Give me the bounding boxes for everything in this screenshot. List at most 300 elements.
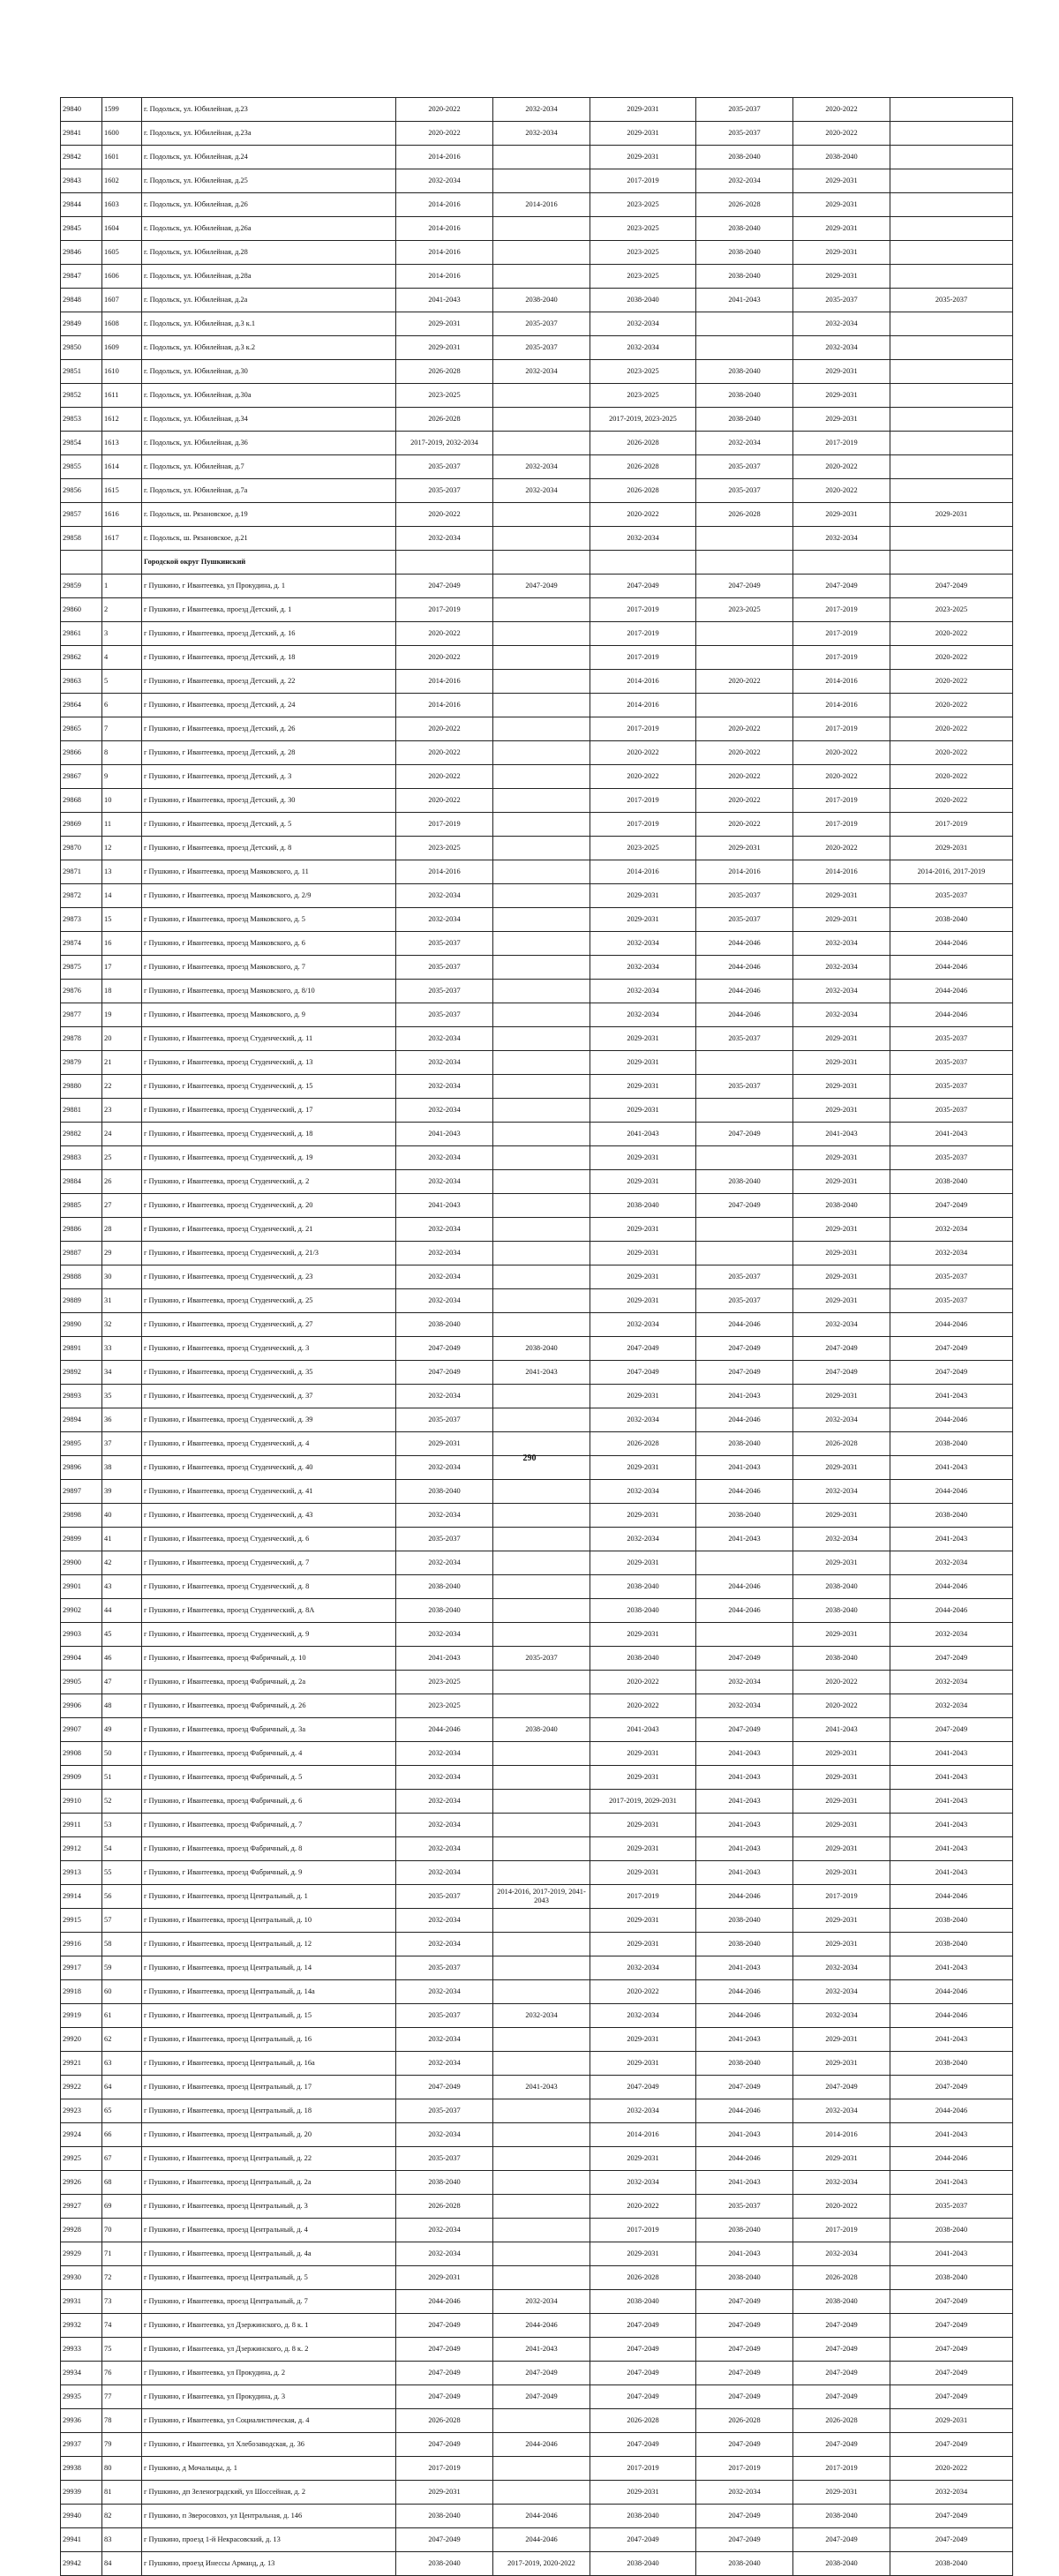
cell-period-col-5: 2047-2049 xyxy=(793,2338,890,2362)
cell-record-number: 29862 xyxy=(61,646,102,670)
cell-period-col-2 xyxy=(493,1551,590,1575)
table-row xyxy=(61,1575,1013,1599)
cell-address: г Пушкино, г Ивантеевка, проезд Центральный, д. 18 xyxy=(142,2099,396,2123)
cell-period-col-2: 2047-2049 xyxy=(493,575,590,598)
cell-period-col-3: 2041-2043 xyxy=(590,1718,696,1742)
cell-period-col-1: 2035-2037 xyxy=(396,2147,493,2171)
cell-period-col-1: 2035-2037 xyxy=(396,2004,493,2028)
cell-period-col-3: 2032-2034 xyxy=(590,1480,696,1504)
cell-address: г. Подольск, ул. Юбилейная, д.28 xyxy=(142,241,396,265)
cell-address: г Пушкино, г Ивантеевка, проезд Фабричный, д. 3а xyxy=(142,1718,396,1742)
cell-period-col-1: 2020-2022 xyxy=(396,765,493,789)
cell-period-col-5: 2029-2031 xyxy=(793,360,890,384)
cell-period-col-5: 2020-2022 xyxy=(793,479,890,503)
cell-period-col-2 xyxy=(493,1075,590,1099)
cell-period-col-2 xyxy=(493,980,590,1003)
cell-record-number: 29867 xyxy=(61,765,102,789)
cell-item-number: 1601 xyxy=(102,146,142,169)
cell-record-number: 29912 xyxy=(61,1837,102,1861)
cell-period-col-4: 2038-2040 xyxy=(696,265,793,289)
cell-period-col-2 xyxy=(493,551,590,575)
cell-record-number: 29875 xyxy=(61,956,102,980)
cell-period-col-6: 2035-2037 xyxy=(890,2195,1013,2219)
cell-item-number: 78 xyxy=(102,2409,142,2433)
cell-period-col-5: 2029-2031 xyxy=(793,1075,890,1099)
cell-period-col-5: 2029-2031 xyxy=(793,503,890,527)
cell-period-col-1: 2038-2040 xyxy=(396,2171,493,2195)
cell-record-number: 29856 xyxy=(61,479,102,503)
cell-period-col-2: 2035-2037 xyxy=(493,336,590,360)
cell-period-col-1: 2014-2016 xyxy=(396,694,493,717)
cell-period-col-3: 2029-2031 xyxy=(590,1265,696,1289)
cell-period-col-2 xyxy=(493,1242,590,1265)
cell-period-col-6: 2044-2046 xyxy=(890,1408,1013,1432)
cell-period-col-5: 2029-2031 xyxy=(793,408,890,432)
cell-period-col-3: 2026-2028 xyxy=(590,455,696,479)
cell-period-col-4: 2014-2016 xyxy=(696,860,793,884)
table-row xyxy=(61,2052,1013,2076)
cell-period-col-2: 2032-2034 xyxy=(493,122,590,146)
cell-period-col-4: 2047-2049 xyxy=(696,1337,793,1361)
table-row xyxy=(61,1313,1013,1337)
table-row xyxy=(61,2290,1013,2314)
cell-address: г Пушкино, г Ивантеевка, проезд Детский, д. 22 xyxy=(142,670,396,694)
cell-record-number: 29884 xyxy=(61,1170,102,1194)
cell-period-col-6: 2047-2049 xyxy=(890,2338,1013,2362)
cell-period-col-2 xyxy=(493,622,590,646)
cell-period-col-2 xyxy=(493,1480,590,1504)
cell-period-col-3: 2014-2016 xyxy=(590,670,696,694)
cell-record-number: 29942 xyxy=(61,2552,102,2576)
cell-period-col-4: 2047-2049 xyxy=(696,1718,793,1742)
cell-period-col-6: 2023-2025 xyxy=(890,598,1013,622)
cell-item-number: 27 xyxy=(102,1194,142,1218)
cell-item-number: 1604 xyxy=(102,217,142,241)
cell-item-number: 2 xyxy=(102,598,142,622)
cell-address: г Пушкино, г Ивантеевка, проезд Фабричный, д. 7 xyxy=(142,1814,396,1837)
table-row xyxy=(61,479,1013,503)
cell-address: г Пушкино, г Ивантеевка, проезд Центральный, д. 2а xyxy=(142,2171,396,2195)
cell-period-col-3: 2020-2022 xyxy=(590,1980,696,2004)
cell-item-number: 6 xyxy=(102,694,142,717)
cell-period-col-2 xyxy=(493,598,590,622)
cell-period-col-2: 2014-2016 xyxy=(493,193,590,217)
cell-period-col-6: 2044-2046 xyxy=(890,2099,1013,2123)
cell-record-number: 29865 xyxy=(61,717,102,741)
cell-item-number: 76 xyxy=(102,2362,142,2385)
cell-period-col-4: 2044-2046 xyxy=(696,956,793,980)
cell-period-col-5: 2020-2022 xyxy=(793,765,890,789)
cell-period-col-3: 2026-2028 xyxy=(590,1432,696,1456)
table-row xyxy=(61,1099,1013,1123)
cell-address: г Пушкино, проезд Инессы Арманд, д. 13 xyxy=(142,2552,396,2576)
table-row xyxy=(61,1194,1013,1218)
cell-period-col-6: 2041-2043 xyxy=(890,1385,1013,1408)
cell-period-col-2: 2032-2034 xyxy=(493,98,590,122)
cell-period-col-4 xyxy=(696,336,793,360)
cell-address: г Пушкино, г Ивантеевка, проезд Студенческий, д. 21/3 xyxy=(142,1242,396,1265)
cell-period-col-3: 2038-2040 xyxy=(590,1575,696,1599)
cell-record-number: 29915 xyxy=(61,1909,102,1933)
cell-record-number: 29893 xyxy=(61,1385,102,1408)
table-row xyxy=(61,217,1013,241)
cell-period-col-1: 2023-2025 xyxy=(396,837,493,860)
cell-period-col-3: 2047-2049 xyxy=(590,1337,696,1361)
cell-record-number xyxy=(61,551,102,575)
cell-record-number: 29933 xyxy=(61,2338,102,2362)
cell-item-number: 80 xyxy=(102,2457,142,2481)
table-row xyxy=(61,1790,1013,1814)
cell-period-col-6 xyxy=(890,479,1013,503)
cell-period-col-2 xyxy=(493,1146,590,1170)
cell-record-number: 29917 xyxy=(61,1956,102,1980)
cell-record-number: 29905 xyxy=(61,1671,102,1694)
cell-address: г Пушкино, г Ивантеевка, проезд Маяковского, д. 9 xyxy=(142,1003,396,1027)
cell-address: г. Подольск, ш. Рязановское, д.19 xyxy=(142,503,396,527)
cell-period-col-5: 2029-2031 xyxy=(793,1861,890,1885)
cell-item-number: 53 xyxy=(102,1814,142,1837)
cell-period-col-6: 2047-2049 xyxy=(890,1337,1013,1361)
cell-period-col-1: 2047-2049 xyxy=(396,2433,493,2457)
cell-period-col-2: 2032-2034 xyxy=(493,2004,590,2028)
cell-period-col-4: 2032-2034 xyxy=(696,169,793,193)
cell-period-col-1 xyxy=(396,551,493,575)
cell-item-number: 36 xyxy=(102,1408,142,1432)
cell-period-col-2 xyxy=(493,2028,590,2052)
cell-period-col-4: 2035-2037 xyxy=(696,455,793,479)
cell-period-col-1: 2029-2031 xyxy=(396,336,493,360)
cell-period-col-6: 2047-2049 xyxy=(890,2528,1013,2552)
cell-item-number: 57 xyxy=(102,1909,142,1933)
cell-period-col-3: 2032-2034 xyxy=(590,932,696,956)
cell-record-number: 29880 xyxy=(61,1075,102,1099)
cell-address: г Пушкино, г Ивантеевка, ул Прокудина, д. 1 xyxy=(142,575,396,598)
table-row xyxy=(61,2362,1013,2385)
cell-period-col-3: 2023-2025 xyxy=(590,193,696,217)
cell-period-col-3: 2029-2031 xyxy=(590,884,696,908)
cell-period-col-6: 2041-2043 xyxy=(890,1814,1013,1837)
cell-period-col-4: 2038-2040 xyxy=(696,217,793,241)
cell-address: г. Подольск, ул. Юбилейная, д.7а xyxy=(142,479,396,503)
cell-period-col-1: 2014-2016 xyxy=(396,860,493,884)
cell-period-col-2 xyxy=(493,789,590,813)
cell-period-col-3: 2047-2049 xyxy=(590,2338,696,2362)
table-row xyxy=(61,1814,1013,1837)
cell-period-col-3: 2029-2031 xyxy=(590,1385,696,1408)
table-row xyxy=(61,2338,1013,2362)
cell-item-number: 1605 xyxy=(102,241,142,265)
cell-address: г Пушкино, г Ивантеевка, проезд Детский, д. 28 xyxy=(142,741,396,765)
cell-period-col-2 xyxy=(493,527,590,551)
table-row xyxy=(61,1361,1013,1385)
cell-item-number: 1603 xyxy=(102,193,142,217)
cell-period-col-5: 2029-2031 xyxy=(793,217,890,241)
table-row xyxy=(61,408,1013,432)
cell-address: г Пушкино, г Ивантеевка, проезд Студенческий, д. 11 xyxy=(142,1027,396,1051)
cell-period-col-2 xyxy=(493,1528,590,1551)
table-row xyxy=(61,622,1013,646)
cell-item-number: 84 xyxy=(102,2552,142,2576)
cell-record-number: 29906 xyxy=(61,1694,102,1718)
cell-period-col-1: 2020-2022 xyxy=(396,717,493,741)
cell-item-number: 73 xyxy=(102,2290,142,2314)
cell-item-number: 12 xyxy=(102,837,142,860)
cell-address: г Пушкино, д Мочалыцы, д. 1 xyxy=(142,2457,396,2481)
cell-period-col-3: 2029-2031 xyxy=(590,1051,696,1075)
cell-period-col-6: 2038-2040 xyxy=(890,1170,1013,1194)
cell-address: г Пушкино, г Ивантеевка, проезд Фабричный, д. 2а xyxy=(142,1671,396,1694)
cell-period-col-6: 2017-2019 xyxy=(890,813,1013,837)
cell-period-col-6: 2032-2034 xyxy=(890,1694,1013,1718)
cell-period-col-6: 2041-2043 xyxy=(890,2028,1013,2052)
table-row xyxy=(61,193,1013,217)
cell-period-col-3: 2023-2025 xyxy=(590,384,696,408)
table-row xyxy=(61,2028,1013,2052)
cell-address: г. Подольск, ул. Юбилейная, д.30 xyxy=(142,360,396,384)
cell-record-number: 29923 xyxy=(61,2099,102,2123)
table-row xyxy=(61,884,1013,908)
cell-period-col-5: 2020-2022 xyxy=(793,1671,890,1694)
cell-period-col-4: 2047-2049 xyxy=(696,2528,793,2552)
cell-period-col-3: 2047-2049 xyxy=(590,575,696,598)
cell-period-col-2 xyxy=(493,2195,590,2219)
cell-period-col-4: 2032-2034 xyxy=(696,1671,793,1694)
cell-address: г Пушкино, г Ивантеевка, проезд Детский, д. 26 xyxy=(142,717,396,741)
cell-address: г Пушкино, г Ивантеевка, проезд Студенческий, д. 15 xyxy=(142,1075,396,1099)
cell-record-number: 29848 xyxy=(61,289,102,312)
cell-period-col-6: 2041-2043 xyxy=(890,1123,1013,1146)
cell-period-col-5: 2014-2016 xyxy=(793,2123,890,2147)
table-row xyxy=(61,1861,1013,1885)
cell-period-col-5: 2032-2034 xyxy=(793,1480,890,1504)
cell-period-col-1: 2032-2034 xyxy=(396,2242,493,2266)
cell-record-number: 29908 xyxy=(61,1742,102,1766)
cell-period-col-2 xyxy=(493,1814,590,1837)
cell-period-col-2 xyxy=(493,646,590,670)
cell-period-col-6: 2044-2046 xyxy=(890,956,1013,980)
cell-period-col-3: 2014-2016 xyxy=(590,2123,696,2147)
cell-address: г. Подольск, ул. Юбилейная, д.7 xyxy=(142,455,396,479)
cell-period-col-2 xyxy=(493,694,590,717)
table-row xyxy=(61,2481,1013,2505)
table-row xyxy=(61,2433,1013,2457)
cell-period-col-1: 2038-2040 xyxy=(396,1480,493,1504)
table-row xyxy=(61,265,1013,289)
cell-record-number: 29840 xyxy=(61,98,102,122)
cell-period-col-1: 2041-2043 xyxy=(396,1123,493,1146)
cell-period-col-3: 2032-2034 xyxy=(590,1313,696,1337)
cell-address: г Пушкино, г Ивантеевка, проезд Фабричный, д. 26 xyxy=(142,1694,396,1718)
cell-period-col-3: 2029-2031 xyxy=(590,2028,696,2052)
cell-period-col-1: 2032-2034 xyxy=(396,2028,493,2052)
cell-period-col-3: 2038-2040 xyxy=(590,1194,696,1218)
table-row xyxy=(61,598,1013,622)
cell-period-col-1: 2029-2031 xyxy=(396,2266,493,2290)
cell-period-col-5: 2017-2019 xyxy=(793,598,890,622)
cell-period-col-6: 2044-2046 xyxy=(890,1599,1013,1623)
cell-item-number xyxy=(102,551,142,575)
cell-period-col-1: 2032-2034 xyxy=(396,1146,493,1170)
cell-period-col-5: 2029-2031 xyxy=(793,1027,890,1051)
cell-record-number: 29852 xyxy=(61,384,102,408)
cell-period-col-5: 2017-2019 xyxy=(793,646,890,670)
cell-record-number: 29881 xyxy=(61,1099,102,1123)
cell-period-col-2: 2038-2040 xyxy=(493,289,590,312)
table-row xyxy=(61,1909,1013,1933)
cell-period-col-5: 2032-2034 xyxy=(793,2099,890,2123)
cell-record-number: 29842 xyxy=(61,146,102,169)
cell-item-number: 18 xyxy=(102,980,142,1003)
cell-period-col-5: 2029-2031 xyxy=(793,908,890,932)
cell-period-col-4: 2044-2046 xyxy=(696,1575,793,1599)
cell-item-number: 45 xyxy=(102,1623,142,1647)
cell-period-col-3: 2029-2031 xyxy=(590,908,696,932)
cell-period-col-6: 2044-2046 xyxy=(890,1980,1013,2004)
cell-period-col-5: 2047-2049 xyxy=(793,1361,890,1385)
cell-period-col-1: 2029-2031 xyxy=(396,1432,493,1456)
cell-period-col-5: 2029-2031 xyxy=(793,2481,890,2505)
cell-item-number: 20 xyxy=(102,1027,142,1051)
cell-period-col-4: 2047-2049 xyxy=(696,1123,793,1146)
cell-item-number: 5 xyxy=(102,670,142,694)
cell-period-col-2 xyxy=(493,2099,590,2123)
cell-item-number: 34 xyxy=(102,1361,142,1385)
cell-record-number: 29926 xyxy=(61,2171,102,2195)
cell-item-number: 1609 xyxy=(102,336,142,360)
table-row xyxy=(61,575,1013,598)
cell-period-col-5: 2029-2031 xyxy=(793,1837,890,1861)
cell-period-col-6 xyxy=(890,527,1013,551)
cell-address: г Пушкино, г Ивантеевка, проезд Центральный, д. 10 xyxy=(142,1909,396,1933)
cell-item-number: 1610 xyxy=(102,360,142,384)
cell-period-col-3: 2029-2031 xyxy=(590,2481,696,2505)
table-row xyxy=(61,1265,1013,1289)
cell-period-col-1: 2032-2034 xyxy=(396,1933,493,1956)
cell-period-col-2 xyxy=(493,2147,590,2171)
cell-period-col-6: 2029-2031 xyxy=(890,503,1013,527)
cell-item-number: 29 xyxy=(102,1242,142,1265)
cell-period-col-1: 2014-2016 xyxy=(396,241,493,265)
cell-record-number: 29928 xyxy=(61,2219,102,2242)
cell-period-col-4: 2041-2043 xyxy=(696,1790,793,1814)
cell-item-number: 48 xyxy=(102,1694,142,1718)
cell-period-col-5: 2038-2040 xyxy=(793,146,890,169)
cell-address: г. Подольск, ул. Юбилейная, д.23а xyxy=(142,122,396,146)
cell-period-col-5: 2032-2034 xyxy=(793,2171,890,2195)
cell-period-col-3: 2017-2019 xyxy=(590,2457,696,2481)
cell-period-col-3: 2032-2034 xyxy=(590,980,696,1003)
cell-item-number: 41 xyxy=(102,1528,142,1551)
cell-record-number: 29891 xyxy=(61,1337,102,1361)
cell-address: г Пушкино, г Ивантеевка, проезд Студенческий, д. 25 xyxy=(142,1289,396,1313)
cell-period-col-3: 2029-2031 xyxy=(590,1909,696,1933)
cell-period-col-4: 2038-2040 xyxy=(696,241,793,265)
cell-record-number: 29902 xyxy=(61,1599,102,1623)
cell-period-col-2 xyxy=(493,1003,590,1027)
cell-period-col-2 xyxy=(493,1599,590,1623)
cell-period-col-4: 2020-2022 xyxy=(696,765,793,789)
cell-record-number: 29913 xyxy=(61,1861,102,1885)
cell-period-col-3: 2017-2019 xyxy=(590,622,696,646)
cell-item-number: 66 xyxy=(102,2123,142,2147)
cell-period-col-1: 2038-2040 xyxy=(396,2505,493,2528)
table-row xyxy=(61,527,1013,551)
cell-item-number: 70 xyxy=(102,2219,142,2242)
cell-period-col-1: 2038-2040 xyxy=(396,1599,493,1623)
cell-period-col-4: 2041-2043 xyxy=(696,1861,793,1885)
cell-period-col-2: 2014-2016, 2017-2019, 2041-2043 xyxy=(493,1885,590,1909)
cell-record-number: 29889 xyxy=(61,1289,102,1313)
cell-address: г. Подольск, ул. Юбилейная, д.30а xyxy=(142,384,396,408)
cell-period-col-5: 2029-2031 xyxy=(793,1456,890,1480)
cell-period-col-4: 2038-2040 xyxy=(696,2552,793,2576)
cell-period-col-6: 2041-2043 xyxy=(890,1956,1013,1980)
cell-period-col-1: 2032-2034 xyxy=(396,908,493,932)
cell-period-col-4: 2038-2040 xyxy=(696,1432,793,1456)
cell-period-col-3: 2047-2049 xyxy=(590,1361,696,1385)
cell-period-col-2 xyxy=(493,2266,590,2290)
cell-record-number: 29897 xyxy=(61,1480,102,1504)
cell-period-col-4: 2044-2046 xyxy=(696,1003,793,1027)
cell-record-number: 29936 xyxy=(61,2409,102,2433)
cell-period-col-1: 2032-2034 xyxy=(396,1861,493,1885)
table-row xyxy=(61,1337,1013,1361)
cell-period-col-6: 2035-2037 xyxy=(890,1146,1013,1170)
cell-period-col-4: 2032-2034 xyxy=(696,1694,793,1718)
cell-period-col-3: 2032-2034 xyxy=(590,1408,696,1432)
cell-period-col-1: 2032-2034 xyxy=(396,2123,493,2147)
table-row xyxy=(61,1671,1013,1694)
cell-item-number: 1607 xyxy=(102,289,142,312)
cell-period-col-4: 2041-2043 xyxy=(696,1814,793,1837)
cell-period-col-3: 2017-2019 xyxy=(590,717,696,741)
cell-item-number: 1615 xyxy=(102,479,142,503)
cell-period-col-2 xyxy=(493,908,590,932)
cell-period-col-2 xyxy=(493,837,590,860)
cell-period-col-2 xyxy=(493,884,590,908)
cell-period-col-1: 2041-2043 xyxy=(396,289,493,312)
cell-period-col-1: 2032-2034 xyxy=(396,1980,493,2004)
cell-item-number: 58 xyxy=(102,1933,142,1956)
cell-period-col-6: 2020-2022 xyxy=(890,646,1013,670)
cell-period-col-2 xyxy=(493,1313,590,1337)
cell-period-col-4: 2035-2037 xyxy=(696,884,793,908)
cell-period-col-5: 2014-2016 xyxy=(793,694,890,717)
cell-record-number: 29916 xyxy=(61,1933,102,1956)
cell-address: г. Подольск, ул. Юбилейная, д.24 xyxy=(142,146,396,169)
cell-period-col-5: 2017-2019 xyxy=(793,789,890,813)
table-row xyxy=(61,1123,1013,1146)
cell-period-col-2 xyxy=(493,1909,590,1933)
cell-address: г Пушкино, г Ивантеевка, проезд Маяковского, д. 2/9 xyxy=(142,884,396,908)
cell-period-col-6: 2041-2043 xyxy=(890,1861,1013,1885)
cell-period-col-2 xyxy=(493,146,590,169)
cell-period-col-3: 2047-2049 xyxy=(590,2385,696,2409)
cell-period-col-3: 2038-2040 xyxy=(590,289,696,312)
cell-address: г Пушкино, г Ивантеевка, проезд Студенческий, д. 8А xyxy=(142,1599,396,1623)
cell-item-number: 61 xyxy=(102,2004,142,2028)
cell-record-number: 29941 xyxy=(61,2528,102,2552)
cell-period-col-2 xyxy=(493,2219,590,2242)
cell-address: г Пушкино, г Ивантеевка, проезд Студенческий, д. 2 xyxy=(142,1170,396,1194)
cell-item-number: 59 xyxy=(102,1956,142,1980)
cell-period-col-6: 2041-2043 xyxy=(890,1790,1013,1814)
cell-period-col-3: 2041-2043 xyxy=(590,1123,696,1146)
table-row xyxy=(61,2505,1013,2528)
cell-period-col-4 xyxy=(696,1218,793,1242)
cell-period-col-3: 2029-2031 xyxy=(590,122,696,146)
cell-record-number: 29895 xyxy=(61,1432,102,1456)
